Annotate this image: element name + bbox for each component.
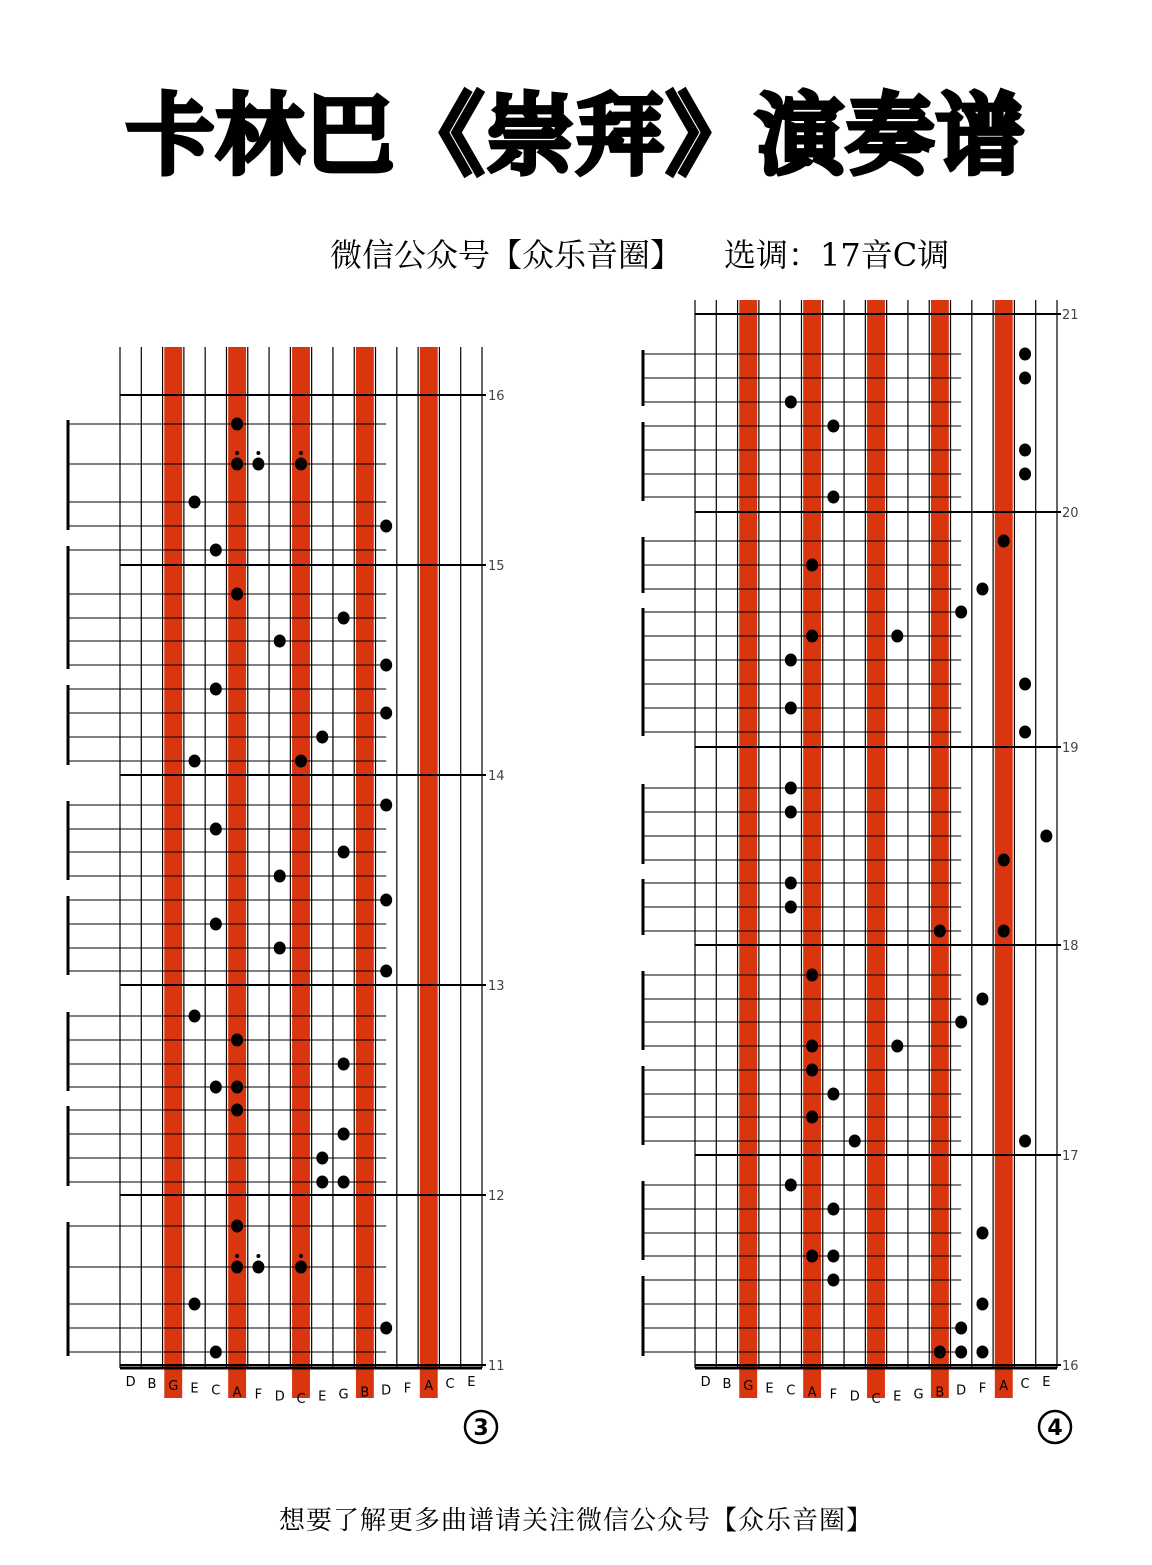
key-label: E (893, 1389, 902, 1405)
key-label: B (935, 1385, 945, 1401)
highlight-tine (420, 347, 438, 1398)
octave-dot (235, 451, 239, 455)
note-dot (231, 1081, 243, 1094)
note-dot (295, 458, 307, 471)
note-dot (274, 870, 286, 883)
page-number: 3 (473, 1416, 489, 1441)
highlight-tine (995, 300, 1013, 1398)
measure-number: 16 (488, 389, 505, 404)
note-dot (210, 544, 222, 557)
key-label: A (807, 1385, 817, 1401)
note-dot (1019, 372, 1031, 385)
note-dot (210, 823, 222, 836)
key-label: E (190, 1381, 199, 1397)
key-label: C (296, 1391, 306, 1407)
key-label: D (125, 1375, 136, 1390)
note-dot (827, 420, 839, 433)
note-dot (1019, 1135, 1031, 1148)
key-label: A (999, 1379, 1009, 1395)
note-dot (316, 1176, 328, 1189)
measure-number: 19 (1062, 741, 1079, 756)
highlight-tine (228, 347, 246, 1398)
note-dot (934, 925, 946, 938)
tab-panel-3 (68, 347, 505, 1443)
key-label: D (956, 1383, 967, 1399)
measure-number: 13 (488, 979, 505, 994)
note-dot (1019, 726, 1031, 739)
key-label: B (360, 1385, 370, 1401)
note-dot (955, 1016, 967, 1029)
page-title: 卡林巴《崇拜》演奏谱 (125, 84, 1026, 187)
note-dot (976, 1346, 988, 1359)
note-dot (1019, 468, 1031, 481)
account-label: 微信公众号【众乐音圈】 (330, 236, 683, 274)
note-dot (785, 901, 797, 914)
tab-panel-4 (643, 300, 1079, 1443)
note-dot (976, 583, 988, 596)
note-dot (998, 925, 1010, 938)
key-label: E (765, 1381, 774, 1397)
octave-dot (299, 451, 303, 455)
key-label: C (871, 1391, 881, 1407)
note-dot (955, 1346, 967, 1359)
key-label: C (786, 1383, 796, 1399)
measure-number: 18 (1062, 939, 1079, 954)
key-label: C (211, 1383, 221, 1399)
note-dot (295, 1261, 307, 1274)
octave-dot (256, 451, 260, 455)
note-dot (231, 1034, 243, 1047)
key-label: G (743, 1379, 754, 1395)
note-dot (231, 458, 243, 471)
note-dot (189, 1010, 201, 1023)
key-label: B (722, 1377, 732, 1393)
note-dot (380, 894, 392, 907)
measure-number: 11 (488, 1359, 505, 1374)
key-label: A (424, 1379, 434, 1395)
octave-dot (235, 1254, 239, 1258)
key-label: G (338, 1387, 349, 1403)
note-dot (1019, 444, 1031, 457)
note-dot (785, 877, 797, 890)
note-dot (210, 1346, 222, 1359)
note-dot (976, 1298, 988, 1311)
key-label: F (978, 1381, 987, 1397)
key-label: C (445, 1377, 455, 1393)
octave-dot (299, 1254, 303, 1258)
note-dot (806, 1040, 818, 1053)
note-dot (338, 1128, 350, 1141)
note-dot (252, 458, 264, 471)
note-dot (380, 1322, 392, 1335)
note-dot (316, 1152, 328, 1165)
key-label: F (254, 1387, 263, 1403)
note-dot (231, 1104, 243, 1117)
key-label: D (274, 1389, 285, 1405)
note-dot (380, 520, 392, 533)
key-label: F (403, 1381, 412, 1397)
note-dot (295, 755, 307, 768)
note-dot (934, 1346, 946, 1359)
note-dot (806, 969, 818, 982)
note-dot (827, 1274, 839, 1287)
key-label: D (849, 1389, 860, 1405)
note-dot (1019, 678, 1031, 691)
key-label: G (913, 1387, 924, 1403)
note-dot (1019, 348, 1031, 361)
octave-dot (256, 1254, 260, 1258)
note-dot (785, 396, 797, 409)
note-dot (274, 635, 286, 648)
note-dot (189, 755, 201, 768)
note-dot (827, 1088, 839, 1101)
note-dot (274, 942, 286, 955)
note-dot (380, 799, 392, 812)
note-dot (785, 782, 797, 795)
note-dot (785, 806, 797, 819)
note-dot (210, 1081, 222, 1094)
key-label: B (147, 1377, 157, 1393)
note-dot (189, 496, 201, 509)
note-dot (785, 702, 797, 715)
highlight-tine (292, 347, 310, 1398)
note-dot (976, 993, 988, 1006)
note-dot (955, 606, 967, 619)
note-dot (806, 1250, 818, 1263)
measure-number: 14 (488, 769, 505, 784)
note-dot (252, 1261, 264, 1274)
note-dot (231, 1261, 243, 1274)
note-dot (380, 965, 392, 978)
note-dot (827, 1203, 839, 1216)
note-dot (380, 659, 392, 672)
note-dot (827, 1250, 839, 1263)
note-dot (1040, 830, 1052, 843)
key-label: D (381, 1383, 392, 1399)
note-dot (189, 1298, 201, 1311)
note-dot (231, 1220, 243, 1233)
note-dot (380, 707, 392, 720)
key-label: 选调：17音C调 (724, 236, 950, 274)
note-dot (338, 846, 350, 859)
note-dot (785, 654, 797, 667)
note-dot (338, 1058, 350, 1071)
key-label: C (1020, 1377, 1030, 1393)
note-dot (231, 418, 243, 431)
note-dot (231, 588, 243, 601)
page-number: 4 (1047, 1416, 1063, 1441)
key-label: E (1042, 1375, 1051, 1390)
key-label: E (467, 1375, 476, 1390)
note-dot (785, 1179, 797, 1192)
note-dot (806, 1111, 818, 1124)
measure-number: 21 (1062, 308, 1079, 323)
note-dot (316, 731, 328, 744)
note-dot (976, 1227, 988, 1240)
note-dot (998, 854, 1010, 867)
note-dot (806, 630, 818, 643)
note-dot (827, 491, 839, 504)
note-dot (338, 612, 350, 625)
measure-number: 16 (1062, 1359, 1079, 1374)
note-dot (955, 1322, 967, 1335)
note-dot (891, 1040, 903, 1053)
key-label: E (318, 1389, 327, 1405)
note-dot (891, 630, 903, 643)
measure-number: 15 (488, 559, 505, 574)
note-dot (998, 535, 1010, 548)
note-dot (210, 683, 222, 696)
measure-number: 17 (1062, 1149, 1079, 1164)
key-label: A (232, 1385, 242, 1401)
key-label: F (829, 1387, 838, 1403)
note-dot (849, 1135, 861, 1148)
note-dot (806, 559, 818, 572)
measure-number: 20 (1062, 506, 1079, 521)
footer-text: 想要了解更多曲谱请关注微信公众号【众乐音圈】 (278, 1506, 873, 1536)
key-label: G (168, 1379, 179, 1395)
note-dot (210, 918, 222, 931)
measure-number: 12 (488, 1189, 505, 1204)
key-label: D (700, 1375, 711, 1390)
note-dot (338, 1176, 350, 1189)
note-dot (806, 1064, 818, 1077)
highlight-tine (356, 347, 374, 1398)
highlight-tine (164, 347, 182, 1398)
